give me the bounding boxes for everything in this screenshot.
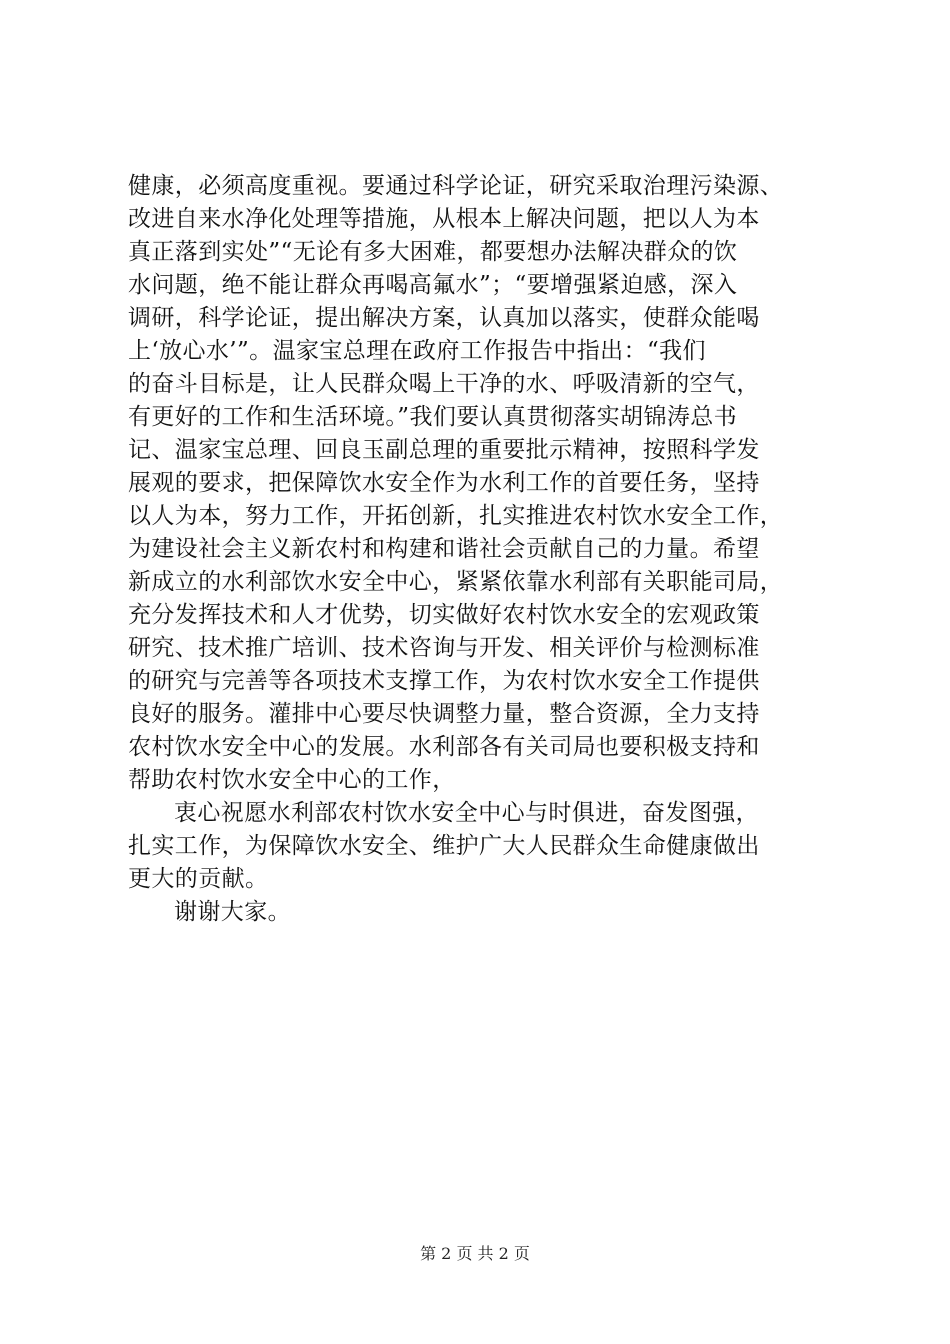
text-line: 调研，科学论证，提出解决方案，认真加以落实，使群众能喝 xyxy=(128,305,760,331)
text-line: 水问题，绝不能让群众再喝高氟水”；“要增强紧迫感，深入 xyxy=(128,272,738,298)
text-line: 改进自来水净化处理等措施，从根本上解决问题，把以人为本 xyxy=(128,206,760,232)
document-body xyxy=(128,170,838,929)
text-line: 充分发挥技术和人才优势，切实做好农村饮水安全的宏观政策 xyxy=(128,602,760,628)
text-line: 以人为本，努力工作，开拓创新，扎实推进农村饮水安全工作， xyxy=(128,503,784,529)
text-line: 记、温家宝总理、回良玉副总理的重要批示精神，按照科学发 xyxy=(128,437,760,463)
page-number-label: 第 2 页 共 2 页 xyxy=(420,1244,530,1263)
text-line: 良好的服务。灌排中心要尽快调整力量，整合资源，全力支持 xyxy=(128,701,760,727)
text-line: 帮助农村饮水安全中心的工作， xyxy=(128,767,456,793)
page-footer xyxy=(0,1244,950,1264)
text-line: 上‘放心水’”。温家宝总理在政府工作报告中指出：“我们 xyxy=(128,338,706,364)
text-line: 更大的贡献。 xyxy=(128,866,269,892)
text-line: 研究、技术推广培训、技术咨询与开发、相关评价与检测标准 xyxy=(128,635,760,661)
text-line: 健康，必须高度重视。要通过科学论证，研究采取治理污染源、 xyxy=(128,173,784,199)
text-line: 新成立的水利部饮水安全中心，紧紧依靠水利部有关职能司局， xyxy=(128,569,784,595)
text-line: 真正落到实处”“无论有多大困难，都要想办法解决群众的饮 xyxy=(128,239,738,265)
text-line: 农村饮水安全中心的发展。水利部各有关司局也要积极支持和 xyxy=(128,734,760,760)
text-line: 的研究与完善等各项技术支撑工作，为农村饮水安全工作提供 xyxy=(128,668,760,694)
text-line: 为建设社会主义新农村和构建和谐社会贡献自己的力量。希望 xyxy=(128,536,760,562)
text-line: 展观的要求，把保障饮水安全作为水利工作的首要任务，坚持 xyxy=(128,470,760,496)
paragraph-first-line: 衷心祝愿水利部农村饮水安全中心与时俱进，奋发图强， xyxy=(174,800,759,826)
closing-line: 谢谢大家。 xyxy=(174,899,291,925)
text-line: 有更好的工作和生活环境。”我们要认真贯彻落实胡锦涛总书 xyxy=(128,404,738,430)
text-line: 扎实工作，为保障饮水安全、维护广大人民群众生命健康做出 xyxy=(128,833,760,859)
text-line: 的奋斗目标是，让人民群众喝上干净的水、呼吸清新的空气， xyxy=(128,371,760,397)
